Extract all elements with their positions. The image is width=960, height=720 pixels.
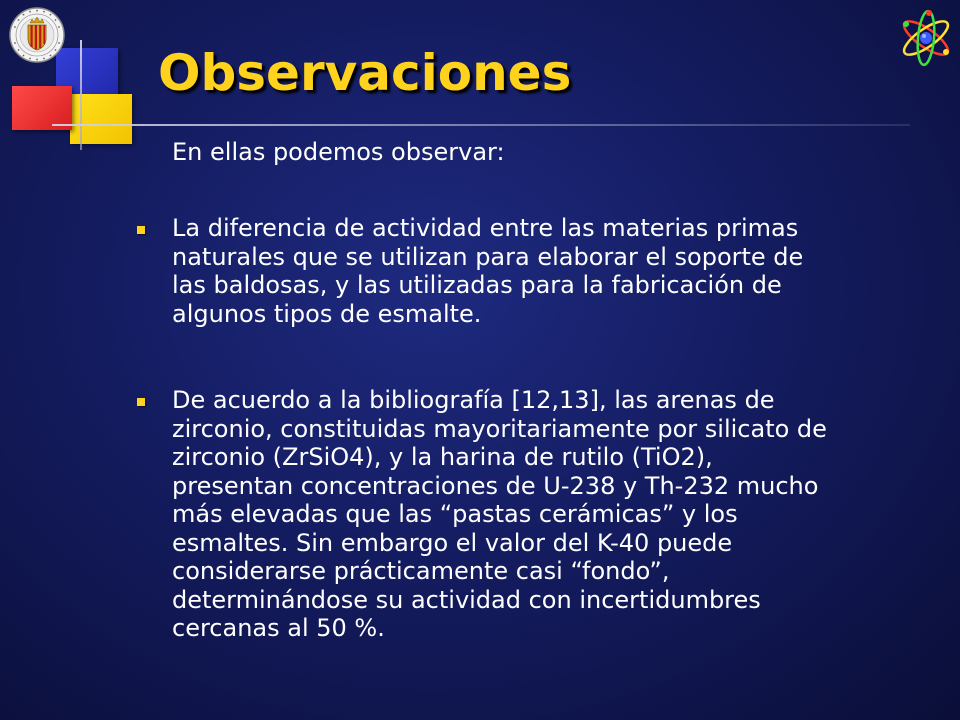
bullet-line: presentan concentraciones de U-238 y Th-232 mucho (172, 471, 819, 500)
bullet-line: determinándose su actividad con incertidumbres (172, 585, 761, 614)
title-underline (52, 124, 910, 126)
bullet-line: De acuerdo a la bibliografía [12,13], las arenas de (172, 386, 775, 414)
bullet-line: naturales que se utilizan para elaborar el soporte de (172, 242, 804, 271)
bullet-list (132, 214, 932, 701)
bullet-item (132, 214, 932, 328)
bullet-line: cercanas al 50 %. (172, 614, 385, 642)
bullet-line: algunos tipos de esmalte. (172, 299, 482, 328)
square-bullet-icon (137, 398, 145, 406)
slide-title: Observaciones (158, 44, 572, 102)
university-seal-icon (8, 6, 66, 64)
bullet-line: esmaltes. Sin embargo el valor del K-40 puede (172, 528, 733, 557)
bullet-line: más elevadas que las “pastas cerámicas” y los (172, 500, 738, 528)
bullet-line: La diferencia de actividad entre las materias primas (172, 214, 799, 242)
decor-vertical-line (80, 40, 82, 150)
bullet-item (132, 386, 932, 643)
bullet-line: las baldosas, y las utilizadas para la fabricación de (172, 271, 782, 299)
intro-text: En ellas podemos observar: (172, 138, 505, 166)
bullet-line: considerarse prácticamente casi “fondo”, (172, 557, 670, 585)
bullet-line: zirconio, constituidas mayoritariamente por silicato de (172, 414, 827, 443)
atom-icon (896, 6, 956, 70)
square-bullet-icon (137, 226, 145, 234)
bullet-line: zirconio (ZrSiO4), y la harina de rutilo (TiO2), (172, 443, 713, 471)
